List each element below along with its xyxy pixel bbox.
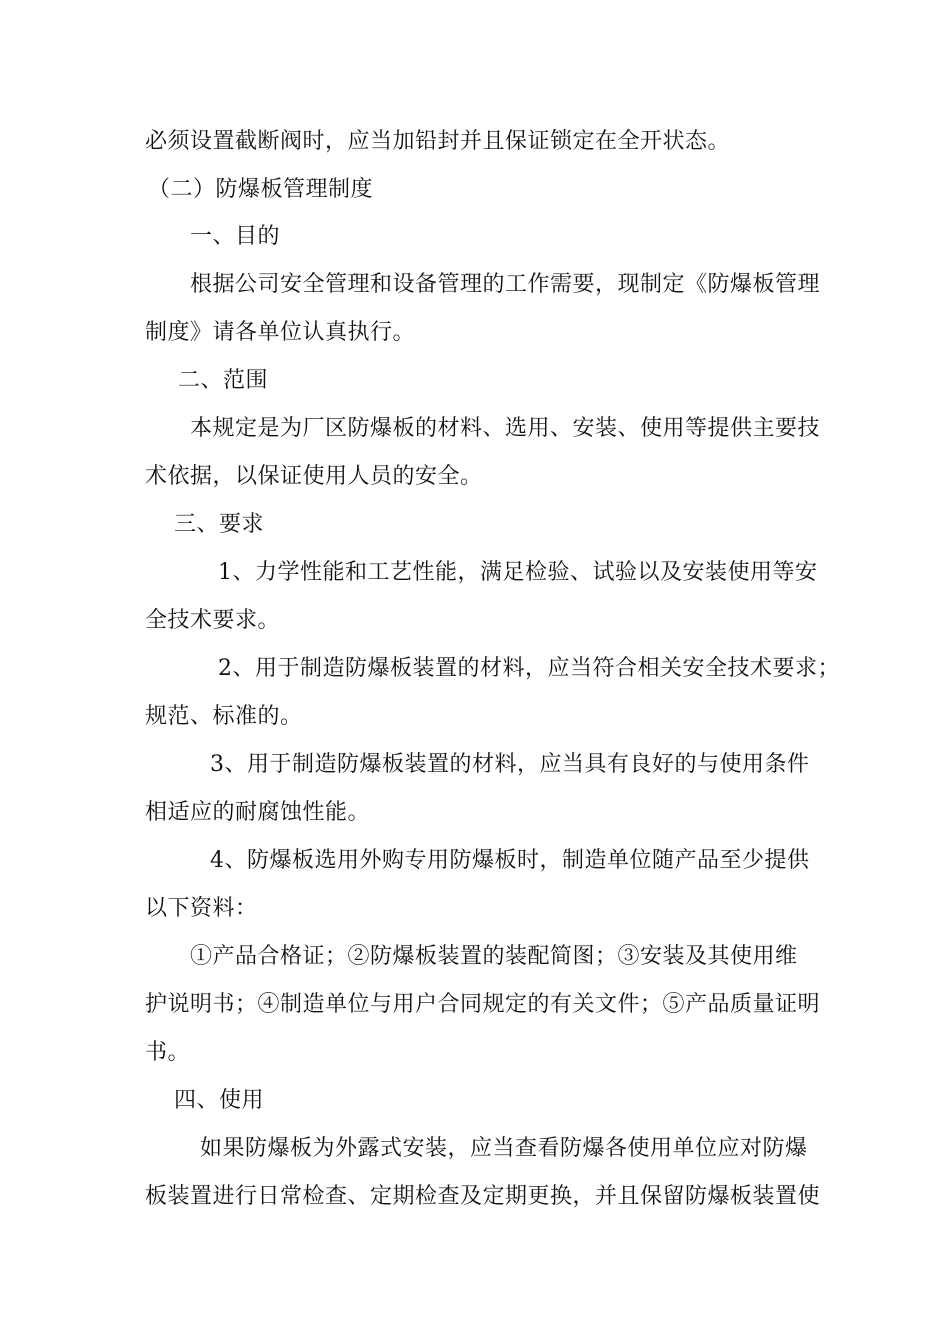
paragraph-line: 制度》请各单位认真执行。 (145, 320, 416, 345)
subsection-heading: 三、要求 (174, 512, 265, 537)
list-item-line: 1、力学性能和工艺性能，满足检验、试验以及安装使用等安 (218, 560, 818, 585)
list-item-line: 以下资料： (145, 896, 258, 921)
list-item-line: 4、防爆板选用外购专用防爆板时，制造单位随产品至少提供 (210, 848, 810, 873)
paragraph-line: 如果防爆板为外露式安装，应当查看防爆各使用单位应对防爆 (200, 1136, 808, 1161)
paragraph-line: 本规定是为厂区防爆板的材料、选用、安装、使用等提供主要技 (190, 416, 821, 441)
list-item-line: 3、用于制造防爆板装置的材料，应当具有良好的与使用条件 (210, 752, 810, 777)
subsection-heading: 一、目的 (190, 224, 281, 249)
subsection-heading: 四、使用 (174, 1088, 265, 1113)
list-item-line: 全技术要求。 (145, 608, 281, 633)
paragraph-line: 板装置进行日常检查、定期检查及定期更换，并且保留防爆板装置使 (145, 1184, 821, 1209)
paragraph-line: 护说明书；④制造单位与用户合同规定的有关文件；⑤产品质量证明 (145, 992, 821, 1017)
section-heading: （二）防爆板管理制度 (148, 177, 374, 202)
list-item-line: 规范、标准的。 (145, 704, 303, 729)
paragraph-line: 根据公司安全管理和设备管理的工作需要，现制定《防爆板管理 (190, 272, 821, 297)
list-item-line: 相适应的耐腐蚀性能。 (145, 800, 371, 825)
paragraph-line: 必须设置截断阀时，应当加铅封并且保证锁定在全开状态。 (145, 129, 731, 154)
subsection-heading: 二、范围 (178, 368, 269, 393)
paragraph-line: 书。 (145, 1040, 191, 1065)
list-item-line: 2、用于制造防爆板装置的材料，应当符合相关安全技术要求； (218, 656, 840, 681)
paragraph-line: ①产品合格证；②防爆板装置的装配简图；③安装及其使用维 (190, 944, 798, 969)
paragraph-line: 术依据，以保证使用人员的安全。 (145, 464, 483, 489)
